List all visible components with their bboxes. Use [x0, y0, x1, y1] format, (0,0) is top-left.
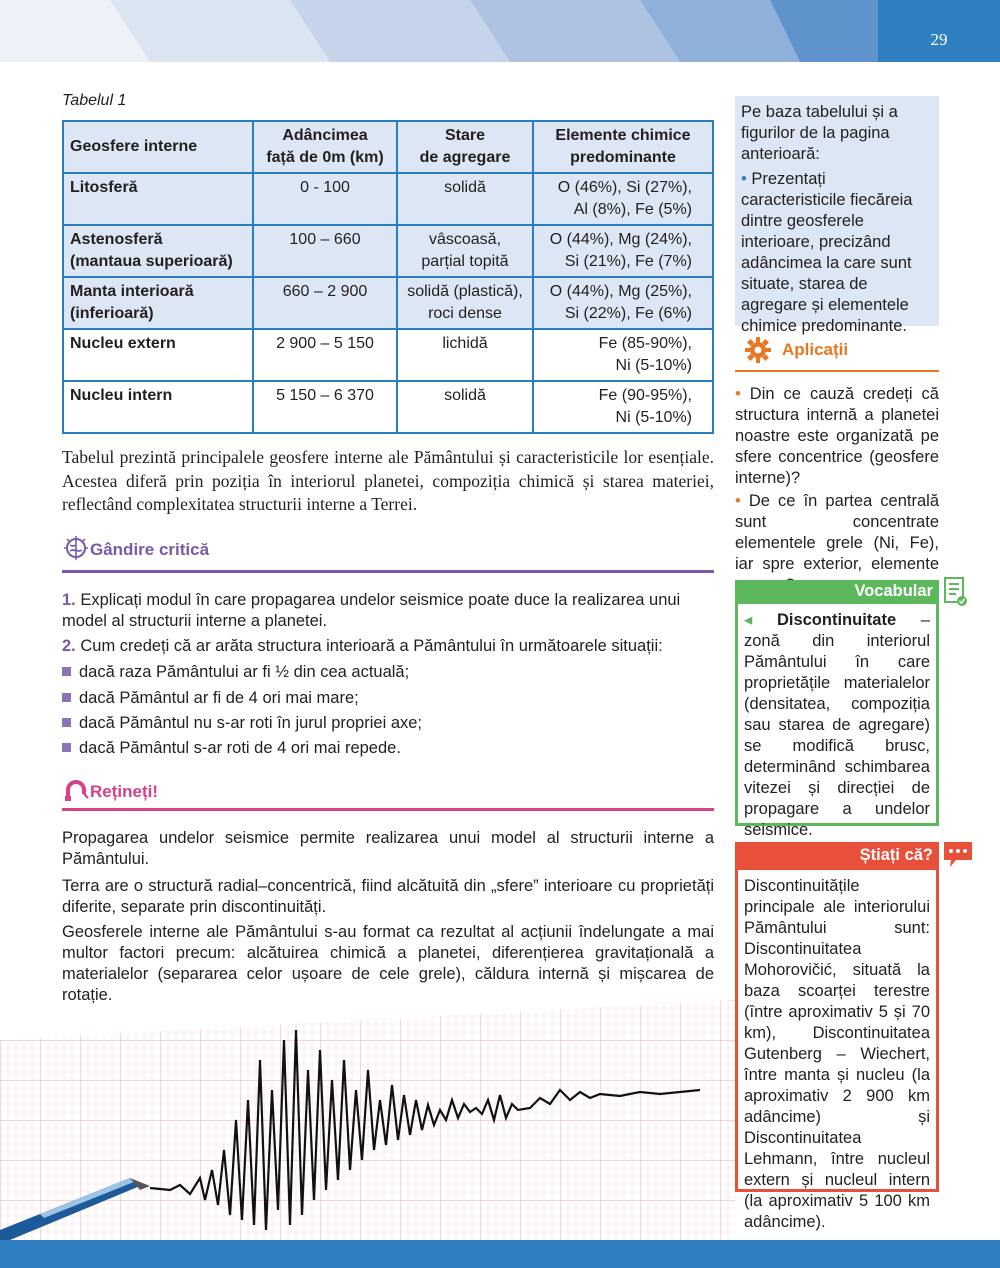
critical-thinking-heading — [62, 534, 714, 570]
cell-state: vâscoasă, parțial topită — [397, 225, 533, 277]
bullet-square — [62, 718, 71, 727]
seismograph-illustration — [0, 1000, 735, 1240]
header-stare: Stare de agregare — [397, 121, 533, 173]
retineti-paragraph: Geosferele interne ale Pământului s-au format ca rezultat al acțiunii îndelungate a mai multor factori precum: alcătuirea chimică a planetei, diferențierea gravitațională a materialelor (separarea celor ușoare de cele grele), căldura internă și mișcarea de rotație. — [62, 923, 714, 1004]
cell-depth: 5 150 – 6 370 — [253, 381, 397, 433]
cell-state: solidă — [397, 173, 533, 225]
bullet-dot: • — [741, 170, 752, 188]
list-item: dacă raza Pământului ar fi ½ din cea actuală; — [62, 662, 714, 683]
cell-name: Litosferă — [63, 173, 253, 225]
cell-depth: 0 - 100 — [253, 173, 397, 225]
stiati-box: Discontinuitățile principale ale interiorului Pământului sunt: Discontinuitatea Mohorovičić, situată la baza scoarței terestre (între aproximativ 5 și 70 km), Discontinuitatea Gutenberg – Wiechert, între manta și nucleu (la aproximativ 2 900 km adâncime) și Discontinuitatea Lehmann, între nucleul extern și nucleul intern (la aproximativ 5 100 km adâncime). — [735, 870, 939, 1192]
question-2: 2. Cum credeți că ar arăta structura interioară a Pământului în următoarele situații: — [62, 637, 663, 655]
retineti-heading — [62, 776, 714, 812]
geosphere-table — [62, 120, 714, 434]
vocabular-box — [735, 604, 939, 839]
cell-elements: O (44%), Mg (24%), Si (21%), Fe (7%) — [533, 225, 713, 277]
cell-elements: O (46%), Si (27%), Al (8%), Fe (5%) — [533, 173, 713, 225]
critical-thinking-title: Gândire critică — [90, 540, 210, 559]
aplicatii-heading — [738, 334, 940, 368]
stiati-title: Știați că? — [859, 846, 933, 864]
bullet-square — [62, 693, 71, 702]
critical-divider — [62, 570, 714, 573]
table-header-row — [63, 121, 713, 173]
header-geosfera: Geosfere interne — [63, 121, 253, 173]
table-row — [63, 329, 713, 381]
table-row — [63, 277, 713, 329]
cell-state: solidă — [397, 381, 533, 433]
triangle-left-icon: ◂ — [744, 611, 777, 629]
cell-elements: Fe (90-95%), Ni (5-10%) — [533, 381, 713, 433]
list-item: • Din ce cauză credeți că structura internă a planetei noastre este organizată pe sfere concentrice (geosfere interne)? — [735, 385, 939, 487]
cell-elements: Fe (85-90%), Ni (5-10%) — [533, 329, 713, 381]
cell-name: Manta interioară (inferioară) — [63, 277, 253, 329]
cell-state: lichidă — [397, 329, 533, 381]
cell-state: solidă (plastică), roci dense — [397, 277, 533, 329]
task-box — [735, 96, 939, 335]
table-row — [63, 381, 713, 433]
header-elemente: Elemente chimice predominante — [533, 121, 713, 173]
speech-bubble-icon — [942, 840, 974, 870]
cell-name: Nucleu extern — [63, 329, 253, 381]
document-check-icon — [942, 576, 970, 608]
table-row — [63, 173, 713, 225]
vocabular-definition: – zonă din interiorul Pământului în care proprietățile materialelor (densitatea, compoziția sau starea de agregare) se modifică brusc, determinând schimbarea vitezei și direcției de propagare a undelor seismice. — [744, 611, 930, 839]
cell-depth: 2 900 – 5 150 — [253, 329, 397, 381]
task-bullet: • Prezentați caracteristicile fiecăreia dintre geosferele interioare, precizând adâncimea la care sunt situate, starea de agregare și elementele chimice predominante. — [741, 170, 913, 335]
cell-depth: 660 – 2 900 — [253, 277, 397, 329]
header-stripes — [0, 0, 880, 62]
cell-name: Nucleu intern — [63, 381, 253, 433]
vocabular-term: Discontinuitate — [776, 611, 897, 629]
page-number: 29 — [930, 30, 948, 49]
aplicatii-list — [735, 384, 939, 596]
header-band — [0, 0, 1000, 62]
list-item: dacă Pământul s-ar roti de 4 ori mai repede. — [62, 738, 714, 759]
vocabular-title: Vocabular — [854, 582, 933, 600]
aplicatii-divider — [735, 370, 939, 372]
bullet-square — [62, 743, 71, 752]
table-caption: Tabelul 1 — [62, 92, 127, 109]
bullet-dot: • — [735, 385, 750, 403]
task-intro: Pe baza tabelului și a figurilor de la pagina anterioară: — [741, 103, 898, 163]
question-1: 1. Explicați modul în care propagarea undelor seismice poate duce la realizarea unui model al structurii interne a planetei. — [62, 591, 681, 630]
cell-depth: 100 – 660 — [253, 225, 397, 277]
list-item: dacă Pământul nu s-ar roti în jurul propriei axe; — [62, 713, 714, 734]
footer-band — [0, 1240, 1000, 1268]
header-adancime: Adâncimea față de 0m (km) — [253, 121, 397, 173]
table-row — [63, 225, 713, 277]
list-item: • De ce în partea centrală sunt concentrate elementele grele (Ni, Fe), iar spre exterior, elemente — [735, 492, 939, 573]
bullet-dot: • — [735, 492, 749, 510]
list-item: dacă Pământul ar fi de 4 ori mai mare; — [62, 688, 714, 709]
aplicatii-title: Aplicații — [782, 340, 849, 359]
cell-elements: O (44%), Mg (25%), Si (22%), Fe (6%) — [533, 277, 713, 329]
retineti-divider — [62, 808, 714, 811]
retineti-paragraph: Propagarea undelor seismice permite realizarea unui model al structurii interne a Pământului. — [62, 829, 714, 868]
gear-icon — [744, 336, 772, 364]
retineti-paragraph: Terra are o structură radial–concentrică, fiind alcătuită din „sfere” interioare cu proprietăți diferite, separate prin discontinuități. — [62, 877, 714, 916]
retineti-title: Rețineți! — [90, 782, 158, 801]
intro-paragraph: Tabelul prezintă principalele geosfere interne ale Pământului și caracteristicile lor esențiale. Acestea diferă prin poziția în interiorul planetei, compoziția chimică și starea materiei, reflectând complexitatea structurii interne a Terrei. — [62, 447, 714, 514]
brain-icon — [64, 536, 88, 560]
cell-name: Astenosferă (mantaua superioară) — [63, 225, 253, 277]
magnet-icon — [64, 780, 90, 802]
bullet-square — [62, 667, 71, 676]
